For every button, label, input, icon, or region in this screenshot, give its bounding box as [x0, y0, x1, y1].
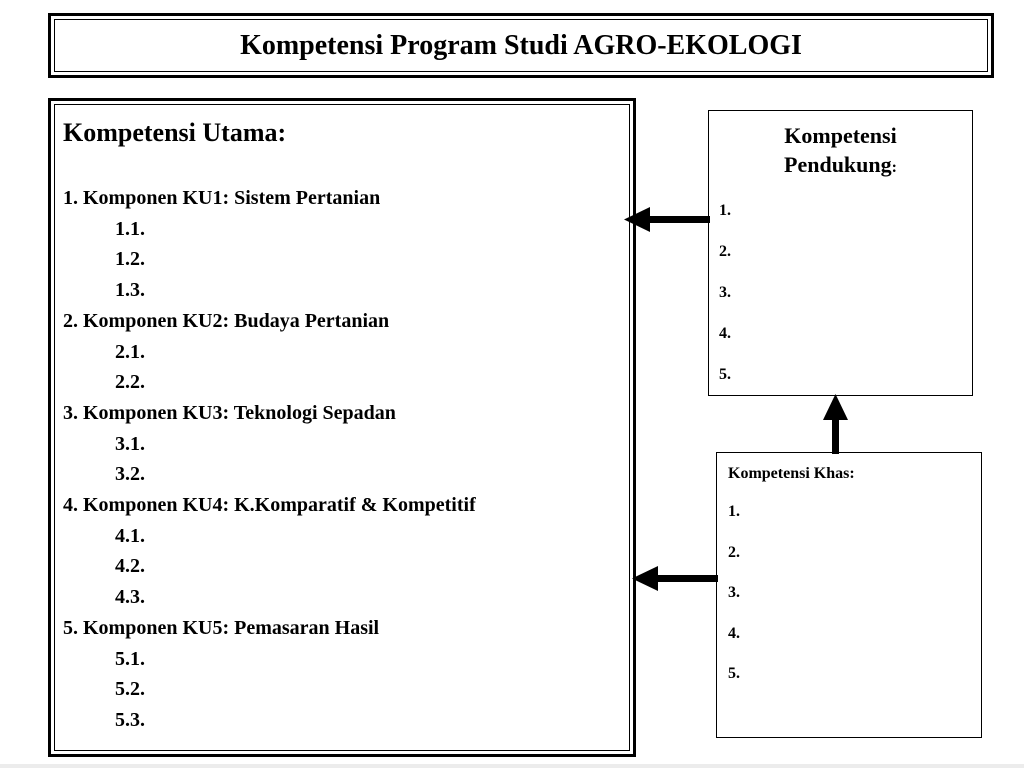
- khas-item-2: 2.: [728, 543, 740, 561]
- utama-spacer: [63, 153, 625, 183]
- khas-list: [717, 492, 981, 695]
- pendukung-heading-line1: Kompetensi: [784, 123, 897, 148]
- pendukung-item-2: 2.: [719, 243, 731, 260]
- kompetensi-utama-box: [48, 98, 636, 757]
- kompetensi-pendukung-box: [708, 110, 973, 396]
- bottom-edge: [0, 764, 1024, 768]
- sub-item-1-3: 1.3.: [115, 279, 145, 302]
- sub-item-3-2: 3.2.: [115, 463, 145, 486]
- utama-heading: Kompetensi Utama:: [63, 118, 287, 147]
- arrow-pendukung-to-utama: [624, 206, 710, 236]
- pendukung-heading-word: Pendukung: [784, 152, 892, 177]
- sub-item-5-1: 5.1.: [115, 647, 145, 670]
- title-box: [48, 13, 994, 78]
- sub-item-1-2: 1.2.: [115, 248, 145, 271]
- sub-item-4-3: 4.3.: [115, 586, 145, 609]
- pendukung-heading-line2: [709, 150, 972, 182]
- sub-item-1-1: 1.1.: [115, 217, 145, 240]
- sub-item-2-1: 2.1.: [115, 340, 145, 363]
- pendukung-item-1: 1.: [719, 202, 731, 219]
- khas-item-4: 4.: [728, 624, 740, 642]
- component-ku4: 4. Komponen KU4: K.Komparatif & Kompetitif: [63, 494, 476, 517]
- sub-item-4-1: 4.1.: [115, 524, 145, 547]
- khas-item-1: 1.: [728, 503, 740, 520]
- pendukung-item-5: 5.: [719, 366, 731, 383]
- khas-item-5: 5.: [728, 665, 740, 682]
- sub-item-3-1: 3.1.: [115, 432, 145, 455]
- kompetensi-khas-box: [716, 452, 982, 738]
- arrow-khas-to-pendukung: [822, 394, 850, 454]
- component-ku2: 2. Komponen KU2: Budaya Pertanian: [63, 309, 390, 332]
- page-title: Kompetensi Program Studi AGRO-EKOLOGI: [240, 30, 802, 61]
- pendukung-list: [709, 190, 972, 395]
- sub-item-4-2: 4.2.: [115, 555, 145, 578]
- pendukung-item-3: 3.: [719, 284, 731, 301]
- pendukung-item-4: 4.: [719, 325, 731, 342]
- sub-item-5-3: 5.3.: [115, 708, 145, 731]
- component-ku3: 3. Komponen KU3: Teknologi Sepadan: [63, 401, 396, 424]
- pendukung-heading: [709, 121, 972, 182]
- component-ku5: 5. Komponen KU5: Pemasaran Hasil: [63, 616, 380, 639]
- khas-heading: Kompetensi Khas:: [728, 465, 855, 482]
- component-ku1: 1. Komponen KU1: Sistem Pertanian: [63, 187, 381, 209]
- sub-item-2-2: 2.2.: [115, 371, 145, 394]
- utama-content: [63, 113, 625, 736]
- sub-item-5-2: 5.2.: [115, 678, 145, 701]
- khas-item-3: 3.: [728, 584, 740, 601]
- arrow-khas-to-utama: [632, 564, 718, 594]
- pendukung-heading-colon: :: [891, 159, 897, 176]
